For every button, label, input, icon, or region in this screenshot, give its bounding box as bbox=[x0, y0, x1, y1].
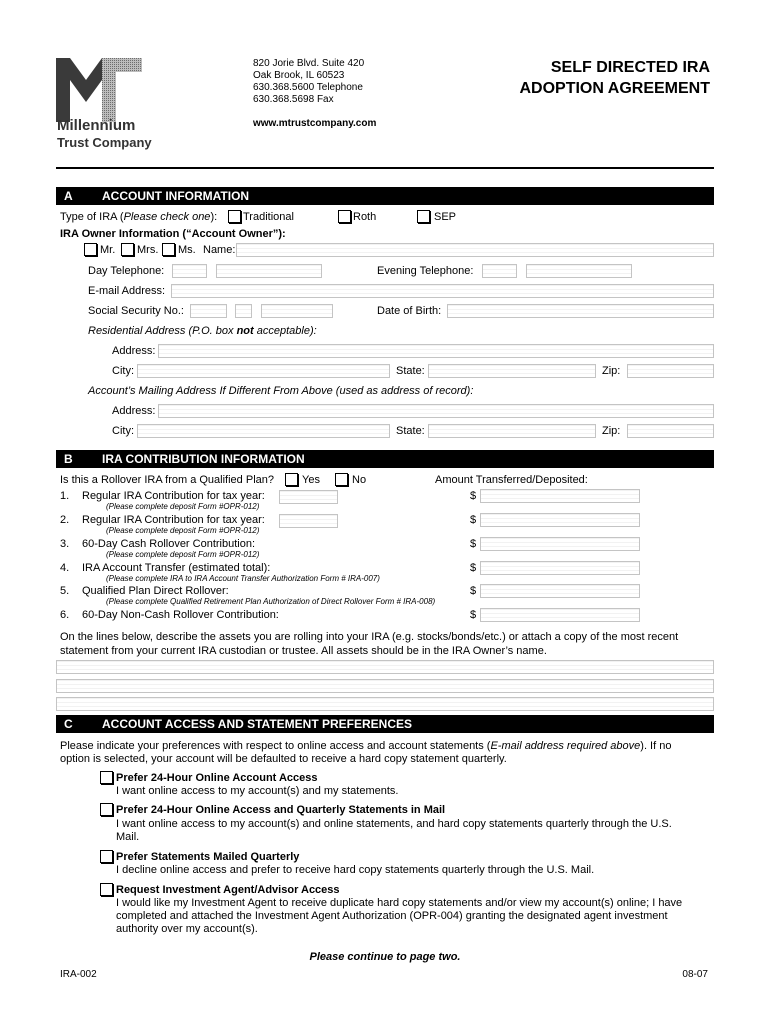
residential-address-field[interactable] bbox=[158, 344, 714, 358]
mailing-zip-field[interactable] bbox=[627, 424, 714, 438]
mailing-state-field[interactable] bbox=[428, 424, 596, 438]
address-line-2: Oak Brook, IL 60523 bbox=[253, 70, 345, 81]
item-2-tax-year-field[interactable] bbox=[279, 514, 338, 528]
section-b-letter: B bbox=[64, 452, 73, 466]
traditional-checkbox[interactable] bbox=[228, 210, 241, 223]
residential-address-line-label: Address: bbox=[112, 345, 156, 357]
section-c-letter: C bbox=[64, 717, 73, 731]
online-access-checkbox[interactable] bbox=[100, 771, 113, 784]
rollover-no-label: No bbox=[352, 474, 367, 486]
item-5-currency: $ bbox=[470, 585, 477, 597]
item-5-amount-field[interactable] bbox=[480, 584, 640, 598]
mailing-zip-label: Zip: bbox=[602, 425, 621, 437]
item-6-label: 60-Day Non-Cash Rollover Contribution: bbox=[82, 609, 279, 621]
mailing-state-label: State: bbox=[396, 425, 425, 437]
dob-field[interactable] bbox=[447, 304, 714, 318]
agent-access-desc-3: authority over my account(s). bbox=[116, 923, 258, 935]
item-3-amount-field[interactable] bbox=[480, 537, 640, 551]
ssn-part3-field[interactable] bbox=[261, 304, 333, 318]
assets-line-3-field[interactable] bbox=[56, 697, 714, 711]
residential-city-label: City: bbox=[112, 365, 134, 377]
continue-note: Please continue to page two. bbox=[309, 951, 461, 963]
mrs-checkbox[interactable] bbox=[121, 243, 134, 256]
rollover-no-checkbox[interactable] bbox=[335, 473, 348, 486]
logo-text-2: Trust Company bbox=[57, 135, 152, 150]
mailed-quarterly-title: Prefer Statements Mailed Quarterly bbox=[116, 851, 300, 863]
item-4-amount-field[interactable] bbox=[480, 561, 640, 575]
item-4-label: IRA Account Transfer (estimated total): bbox=[82, 562, 271, 574]
logo-mark-icon bbox=[56, 58, 142, 122]
assets-description-line-2: statement from your current IRA custodian or trustee. All assets should be in the IRA Owner’s name. bbox=[60, 645, 547, 657]
section-c-intro-1: Please indicate your preferences with respect to online access and account statements (E-mail address required above). If no bbox=[60, 740, 672, 752]
form-title-1: SELF DIRECTED IRA bbox=[550, 59, 710, 76]
item-5-note: (Please complete Qualified Retirement Plan Authorization of Direct Rollover Form # IRA-008) bbox=[106, 597, 436, 606]
assets-description-line-1: On the lines below, describe the assets you are rolling into your IRA (e.g. stocks/bonds/etc.) or attach a copy of the most recent bbox=[60, 631, 679, 643]
item-3-num: 3. bbox=[60, 538, 70, 550]
item-4-currency: $ bbox=[470, 562, 477, 574]
item-3-note: (Please complete deposit Form #OPR-012) bbox=[106, 550, 260, 559]
sep-label: SEP bbox=[434, 211, 457, 223]
item-5-label: Qualified Plan Direct Rollover: bbox=[82, 585, 229, 597]
agent-access-desc-2: completed and attached the Investment Agent Authorization (OPR-004) granting the designated agent investment bbox=[116, 910, 668, 922]
name-label: Name: bbox=[203, 244, 236, 256]
item-6-amount-field[interactable] bbox=[480, 608, 640, 622]
evening-phone-label: Evening Telephone: bbox=[377, 265, 474, 277]
item-2-label: Regular IRA Contribution for tax year: bbox=[82, 514, 265, 526]
ssn-part1-field[interactable] bbox=[190, 304, 227, 318]
online-access-desc-1: I want online access to my account(s) and my statements. bbox=[116, 785, 399, 797]
ssn-label: Social Security No.: bbox=[88, 305, 184, 317]
day-phone-area-field[interactable] bbox=[172, 264, 207, 278]
section-c-title: ACCOUNT ACCESS AND STATEMENT PREFERENCES bbox=[102, 717, 413, 731]
address-line-4: 630.368.5698 Fax bbox=[253, 94, 334, 105]
day-phone-label: Day Telephone: bbox=[88, 265, 165, 277]
mailing-address-line-label: Address: bbox=[112, 405, 156, 417]
mr-label: Mr. bbox=[100, 244, 116, 256]
day-phone-number-field[interactable] bbox=[216, 264, 322, 278]
evening-phone-number-field[interactable] bbox=[526, 264, 632, 278]
item-3-label: 60-Day Cash Rollover Contribution: bbox=[82, 538, 256, 550]
logo-text-1: Millennium bbox=[57, 117, 136, 134]
item-4-note: (Please complete IRA to IRA Account Transfer Authorization Form # IRA-007) bbox=[106, 574, 380, 583]
item-6-currency: $ bbox=[470, 609, 477, 621]
form-id: IRA-002 bbox=[60, 969, 97, 980]
traditional-label: Traditional bbox=[243, 211, 294, 223]
item-1-amount-field[interactable] bbox=[480, 489, 640, 503]
section-b-title: IRA CONTRIBUTION INFORMATION bbox=[102, 452, 305, 466]
mailing-address-field[interactable] bbox=[158, 404, 714, 418]
ira-type-label: Type of IRA (Please check one): bbox=[60, 211, 218, 223]
section-b-header bbox=[56, 450, 714, 468]
online-and-mail-title: Prefer 24-Hour Online Access and Quarterly Statements in Mail bbox=[116, 804, 446, 816]
mailing-address-label: Account’s Mailing Address If Different From Above (used as address of record): bbox=[88, 385, 474, 397]
section-a-header bbox=[56, 187, 714, 205]
item-2-note: (Please complete deposit Form #OPR-012) bbox=[106, 526, 260, 535]
online-and-mail-desc-1: I want online access to my account(s) and online statements, and hard copy statements quarterly through the U.S. bbox=[116, 818, 672, 830]
dob-label: Date of Birth: bbox=[377, 305, 442, 317]
company-logo bbox=[56, 58, 142, 122]
agent-access-checkbox[interactable] bbox=[100, 883, 113, 896]
residential-address-label: Residential Address (P.O. box not acceptable): bbox=[88, 325, 317, 337]
item-4-num: 4. bbox=[60, 562, 70, 574]
online-and-mail-desc-2: Mail. bbox=[116, 831, 140, 843]
rollover-question: Is this a Rollover IRA from a Qualified Plan? bbox=[60, 474, 274, 486]
item-3-currency: $ bbox=[470, 538, 477, 550]
mrs-label: Mrs. bbox=[137, 244, 159, 256]
evening-phone-area-field[interactable] bbox=[482, 264, 517, 278]
header-divider bbox=[56, 167, 714, 169]
address-line-3: 630.368.5600 Telephone bbox=[253, 82, 363, 93]
address-line-1: 820 Jorie Blvd. Suite 420 bbox=[253, 58, 365, 69]
ms-label: Ms. bbox=[178, 244, 196, 256]
section-c-intro-2: option is selected, your account will be defaulted to receive a hard copy statement quarterly. bbox=[60, 753, 507, 765]
ms-checkbox[interactable] bbox=[162, 243, 175, 256]
mailing-city-field[interactable] bbox=[137, 424, 390, 438]
email-field[interactable] bbox=[171, 284, 714, 298]
residential-city-field[interactable] bbox=[137, 364, 390, 378]
rollover-yes-checkbox[interactable] bbox=[285, 473, 298, 486]
sep-checkbox[interactable] bbox=[417, 210, 430, 223]
item-6-num: 6. bbox=[60, 609, 70, 621]
item-5-num: 5. bbox=[60, 585, 70, 597]
revision-date: 08-07 bbox=[682, 969, 708, 980]
online-access-title: Prefer 24-Hour Online Account Access bbox=[116, 772, 318, 784]
residential-state-field[interactable] bbox=[428, 364, 596, 378]
mailed-quarterly-desc-1: I decline online access and prefer to receive hard copy statements quarterly through the U.S. Mail. bbox=[116, 864, 595, 876]
item-1-tax-year-field[interactable] bbox=[279, 490, 338, 504]
ssn-part2-field[interactable] bbox=[235, 304, 252, 318]
mailed-quarterly-checkbox[interactable] bbox=[100, 850, 113, 863]
website-link[interactable]: www.mtrustcompany.com bbox=[253, 118, 377, 129]
email-label: E-mail Address: bbox=[88, 285, 166, 297]
roth-checkbox[interactable] bbox=[338, 210, 351, 223]
item-1-num: 1. bbox=[60, 490, 70, 502]
item-1-note: (Please complete deposit Form #OPR-012) bbox=[106, 502, 260, 511]
residential-zip-field[interactable] bbox=[627, 364, 714, 378]
name-field[interactable] bbox=[236, 243, 714, 257]
agent-access-title: Request Investment Agent/Advisor Access bbox=[116, 884, 340, 896]
form-title-2: ADOPTION AGREEMENT bbox=[519, 80, 710, 97]
item-1-label: Regular IRA Contribution for tax year: bbox=[82, 490, 265, 502]
mr-checkbox[interactable] bbox=[84, 243, 97, 256]
item-2-num: 2. bbox=[60, 514, 70, 526]
residential-zip-label: Zip: bbox=[602, 365, 621, 377]
mailing-city-label: City: bbox=[112, 425, 134, 437]
section-c-header bbox=[56, 715, 714, 733]
item-1-currency: $ bbox=[470, 490, 477, 502]
owner-info-label: IRA Owner Information (“Account Owner”): bbox=[60, 228, 286, 240]
agent-access-desc-1: I would like my Investment Agent to receive duplicate hard copy statements and/or view my account(s) online; I have bbox=[116, 897, 683, 909]
rollover-yes-label: Yes bbox=[302, 474, 320, 486]
residential-state-label: State: bbox=[396, 365, 425, 377]
item-2-amount-field[interactable] bbox=[480, 513, 640, 527]
roth-label: Roth bbox=[353, 211, 377, 223]
section-a-letter: A bbox=[64, 189, 73, 203]
assets-line-2-field[interactable] bbox=[56, 679, 714, 693]
online-and-mail-checkbox[interactable] bbox=[100, 803, 113, 816]
section-a-title: ACCOUNT INFORMATION bbox=[102, 189, 250, 203]
assets-line-1-field[interactable] bbox=[56, 660, 714, 674]
item-2-currency: $ bbox=[470, 514, 477, 526]
amount-header: Amount Transferred/Deposited: bbox=[435, 474, 588, 486]
